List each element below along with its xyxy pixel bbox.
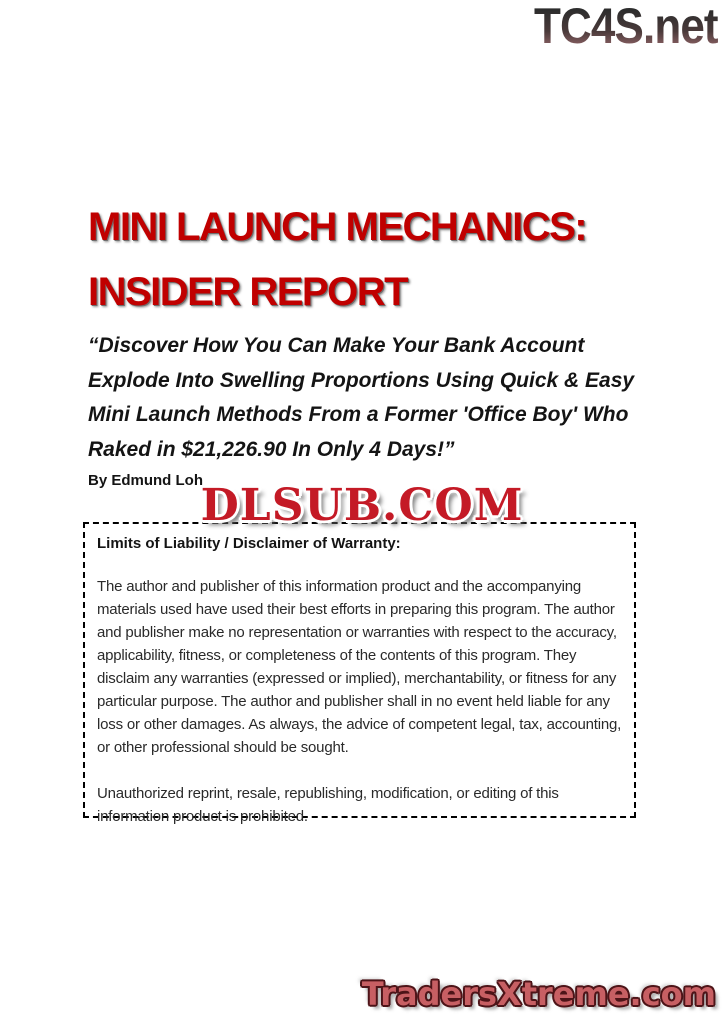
tradersxtreme-site-logo[interactable]: TradersXtreme.com: [361, 975, 716, 1013]
author-byline: By Edmund Loh: [88, 472, 203, 489]
page-title-line2: INSIDER REPORT: [88, 269, 408, 314]
disclaimer-box: [83, 522, 636, 825]
page-title: [88, 195, 648, 325]
page-title-line1: MINI LAUNCH MECHANICS:: [88, 204, 587, 249]
tc4s-site-logo[interactable]: TC4S.net: [534, 0, 718, 54]
disclaimer-paragraph-1: The author and publisher of this information product and the accompanying materials used have used their best efforts in preparing this program. The author and publisher make no representation or warranties with respect to the accuracy, applicability, fitness, or completeness of the contents of this program. They disclaim any warranties (expressed or implied), merchantability, or fitness for any particular purpose. The author and publisher shall in no event held liable for any loss or other damages. As always, the advice of competent legal, tax, accounting, or other professional should be sought.: [97, 578, 622, 756]
dlsub-watermark-logo[interactable]: DLSUB.COM: [200, 480, 524, 531]
disclaimer-heading: Limits of Liability / Disclaimer of Warranty:: [97, 535, 401, 552]
tagline-quote: “Discover How You Can Make Your Bank Account Explode Into Swelling Proportions Using Quick & Easy Mini Launch Methods From a Former 'Office Boy' Who Raked in $21,226.90 In Only 4 Days!”: [88, 334, 635, 461]
disclaimer-paragraph-2: Unauthorized reprint, resale, republishing, modification, or editing of this information product is prohibited.: [97, 785, 559, 825]
